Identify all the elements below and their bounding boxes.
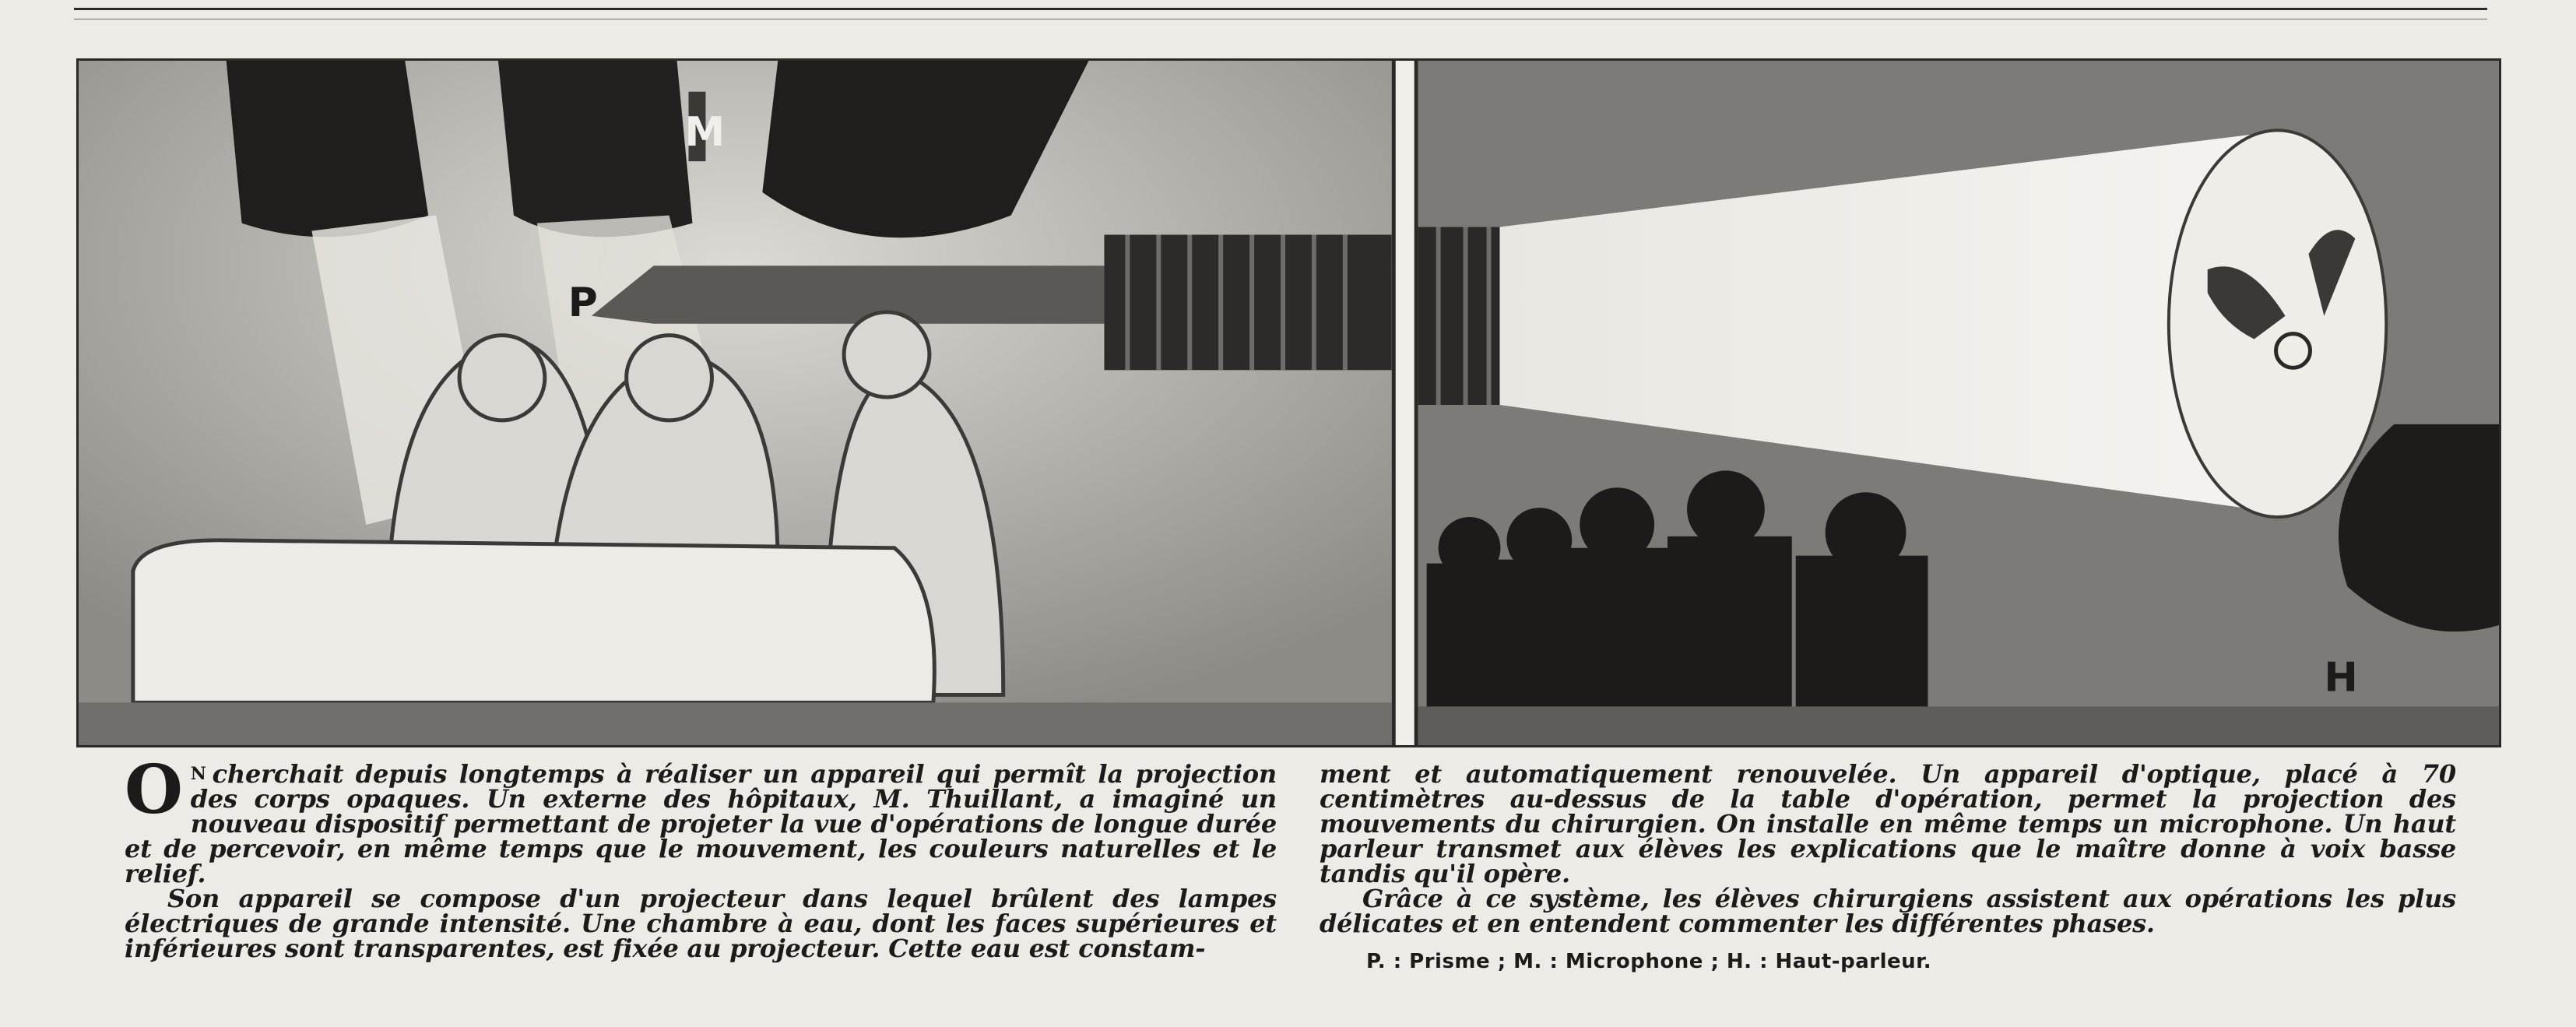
illustration: [76, 58, 2501, 747]
article-column-right: [1320, 761, 2456, 973]
article-column-left: [125, 751, 1277, 963]
paragraph-1: [125, 751, 1277, 888]
label-loudspeaker: H: [2324, 654, 2358, 702]
floor-right: [1418, 706, 2499, 745]
floor-left: [79, 702, 1392, 745]
operating-table: [133, 540, 934, 703]
panel-divider-edge-right: [1415, 61, 1418, 745]
paragraph-2: Son appareil se compose d'un projecteur dans lequel brûlent des lampes électriques de grande intensité. Une chambre à eau, dont les faces supérieures et inférieures sont transparentes, est fixée au projecteur. Cette eau est constam-: [125, 884, 1277, 963]
optical-tube-left: [1104, 234, 1391, 370]
panel-divider-edge: [1392, 61, 1396, 745]
panel-divider: [1392, 61, 1418, 745]
label-prism: P: [568, 279, 598, 326]
paragraph-4: Grâce à ce système, les élèves chirurgiens assistent aux opérations les plus délicates et en entendent commenter les différentes phases.: [1320, 884, 2456, 938]
ceiling-lamp-center: [498, 61, 693, 237]
paragraph-1-text: cherchait depuis longtemps à réaliser un appareil qui permît la projection des corps opaques. Un externe des hôpitaux, M. Thuillant, a imaginé un nouveau dispositif permettant de projeter la vue d'opérations de longue durée et de percevoir, en même temps que le mouvement, les couleurs naturelles et le relief.: [125, 759, 1277, 888]
dropcap: O: [125, 751, 183, 829]
projection-screen: [2169, 130, 2386, 517]
ceiling-lamp-left: [227, 61, 428, 237]
dropcap-small: N: [190, 764, 206, 784]
prism: [592, 266, 1105, 323]
top-rule: [74, 8, 2487, 10]
label-microphone: M: [684, 109, 726, 157]
illustration-svg: [79, 61, 2499, 745]
legend: P. : Prisme ; M. : Microphone ; H. : Haut-parleur.: [1366, 950, 1932, 973]
paragraph-3: ment et automatiquement renouvelée. Un appareil d'optique, placé à 70 centimètres au-dessus de la table d'opération, permet la projection des mouvements du chirurgien. On installe en même temps un microphone. Un haut parleur transmet aux élèves les explications que le maître donne à voix basse tandis qu'il opère.: [1320, 759, 2456, 888]
